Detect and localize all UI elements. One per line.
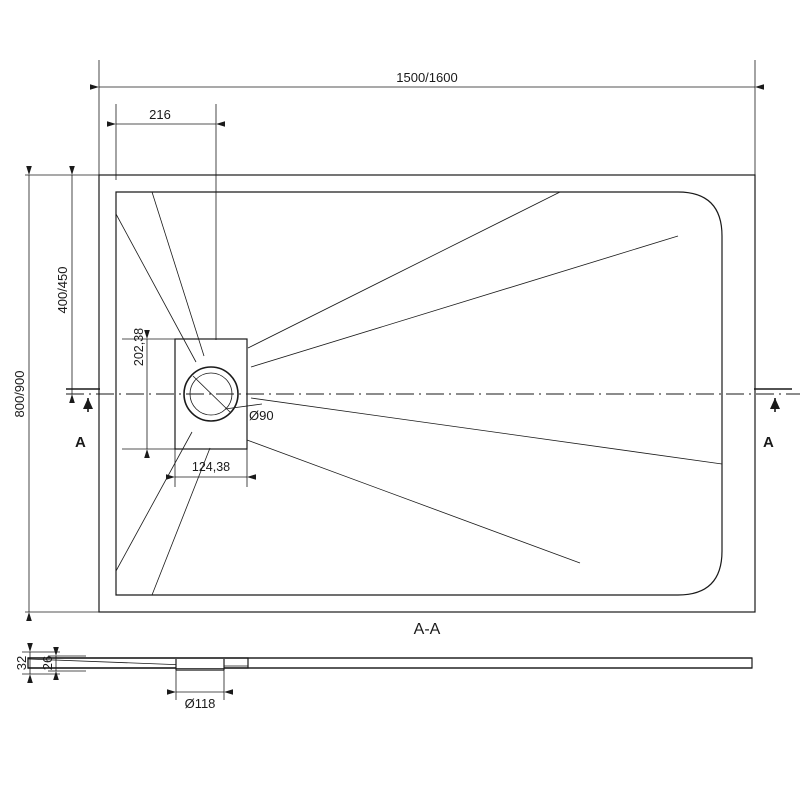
section-marker-right-label: A	[763, 434, 774, 451]
dim-section-drain-diameter-label: Ø118	[184, 696, 216, 711]
section-marker-left-label: A	[75, 434, 86, 451]
dim-drain-box-width-label: 124,38	[191, 460, 231, 474]
section-drain-void	[176, 660, 224, 668]
dim-drain-offset-y-label: 202,38	[132, 327, 146, 367]
dim-height-total-label: 800/900	[12, 370, 27, 418]
dim-thickness-inner-label: 26	[40, 655, 55, 671]
dim-drain-diameter-label: Ø90	[249, 408, 274, 423]
dim-overall-width-label: 1500/1600	[396, 70, 458, 85]
section-view-title: A-A	[413, 621, 441, 638]
section-marker-right	[754, 389, 792, 451]
dim-thickness-total-label: 32	[14, 655, 29, 671]
top-view-group	[12, 60, 800, 612]
dim-height-upper-label: 400/450	[55, 266, 70, 314]
section-marker-left	[66, 389, 100, 451]
section-view-group	[14, 652, 752, 711]
dim-drain-offset-x-label: 216	[149, 107, 171, 122]
